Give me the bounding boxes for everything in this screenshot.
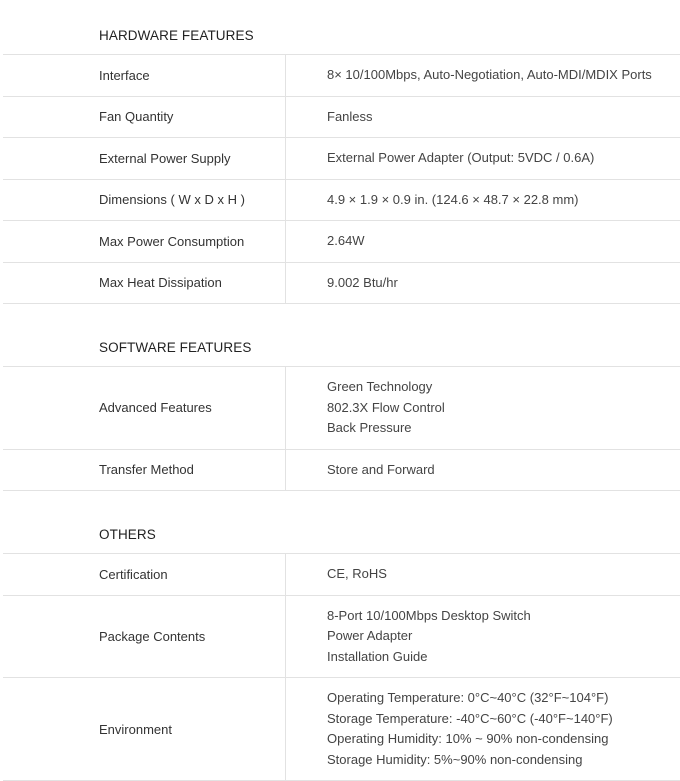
spec-label: Advanced Features (3, 367, 286, 449)
spec-row-package-contents (3, 596, 680, 679)
spec-label: Transfer Method (3, 450, 286, 491)
spec-value (286, 221, 680, 262)
section-hardware-features (0, 18, 680, 304)
spec-value (286, 367, 680, 449)
spec-value-line: Storage Humidity: 5%~90% non-condensing (327, 751, 583, 767)
spec-value-line: External Power Adapter (Output: 5VDC / 0.6A) (327, 150, 595, 165)
spec-value (286, 55, 680, 96)
spec-value-line: 2.64W (327, 233, 365, 248)
spec-value-line: 8-Port 10/100Mbps Desktop Switch (327, 607, 531, 623)
spec-label: Certification (3, 554, 286, 595)
spec-table (3, 366, 680, 491)
spec-row-transfer-method (3, 450, 680, 492)
spec-value-line: 9.002 Btu/hr (327, 274, 398, 290)
section-title: OTHERS (99, 527, 156, 542)
section-title: HARDWARE FEATURES (99, 28, 254, 43)
spec-value-line: Storage Temperature: -40°C~60°C (-40°F~140°F) (327, 710, 613, 726)
spec-value-line: Back Pressure (327, 420, 412, 435)
spec-label: Max Power Consumption (3, 221, 286, 262)
spec-value (286, 263, 680, 304)
spec-value (286, 97, 680, 138)
spec-value (286, 554, 680, 595)
spec-label: Dimensions ( W x D x H ) (3, 180, 286, 221)
spec-table (3, 553, 680, 781)
spec-label: Max Heat Dissipation (3, 263, 286, 304)
spec-value-line: Fanless (327, 108, 373, 124)
spec-row-certification (3, 554, 680, 596)
spec-value-line: CE, RoHS (327, 566, 387, 581)
spec-value (286, 450, 680, 491)
spec-value-line: Store and Forward (327, 461, 435, 477)
spec-row-max-power-consumption (3, 221, 680, 263)
spec-value-line: Installation Guide (327, 648, 428, 664)
spec-value-line: Green Technology (327, 379, 433, 394)
spec-value (286, 596, 680, 678)
spec-row-max-heat-dissipation (3, 263, 680, 305)
section-others (0, 517, 680, 781)
spec-value-line: Power Adapter (327, 628, 413, 643)
spec-table (3, 54, 680, 304)
spec-value (286, 180, 680, 221)
spec-label: Environment (3, 678, 286, 780)
spec-label: Package Contents (3, 596, 286, 678)
spec-value-line: 802.3X Flow Control (327, 399, 445, 415)
spec-label: Fan Quantity (3, 97, 286, 138)
spec-label: Interface (3, 55, 286, 96)
spec-value (286, 678, 680, 780)
section-title: SOFTWARE FEATURES (99, 340, 252, 355)
spec-value-line: Operating Temperature: 0°C~40°C (32°F~104°F) (327, 690, 609, 705)
spec-value-line: Operating Humidity: 10% ~ 90% non-condensing (327, 731, 609, 746)
spec-row-fan-quantity (3, 97, 680, 139)
spec-label: External Power Supply (3, 138, 286, 179)
spec-value (286, 138, 680, 179)
spec-row-external-power-supply (3, 138, 680, 180)
section-software-features (0, 330, 680, 491)
spec-row-environment (3, 678, 680, 781)
spec-row-advanced-features (3, 367, 680, 450)
spec-row-dimensions (3, 180, 680, 222)
spec-value-line: 8× 10/100Mbps, Auto-Negotiation, Auto-MDI/MDIX Ports (327, 67, 652, 82)
spec-value-line: 4.9 × 1.9 × 0.9 in. (124.6 × 48.7 × 22.8 mm) (327, 191, 579, 207)
spec-row-interface (3, 55, 680, 97)
